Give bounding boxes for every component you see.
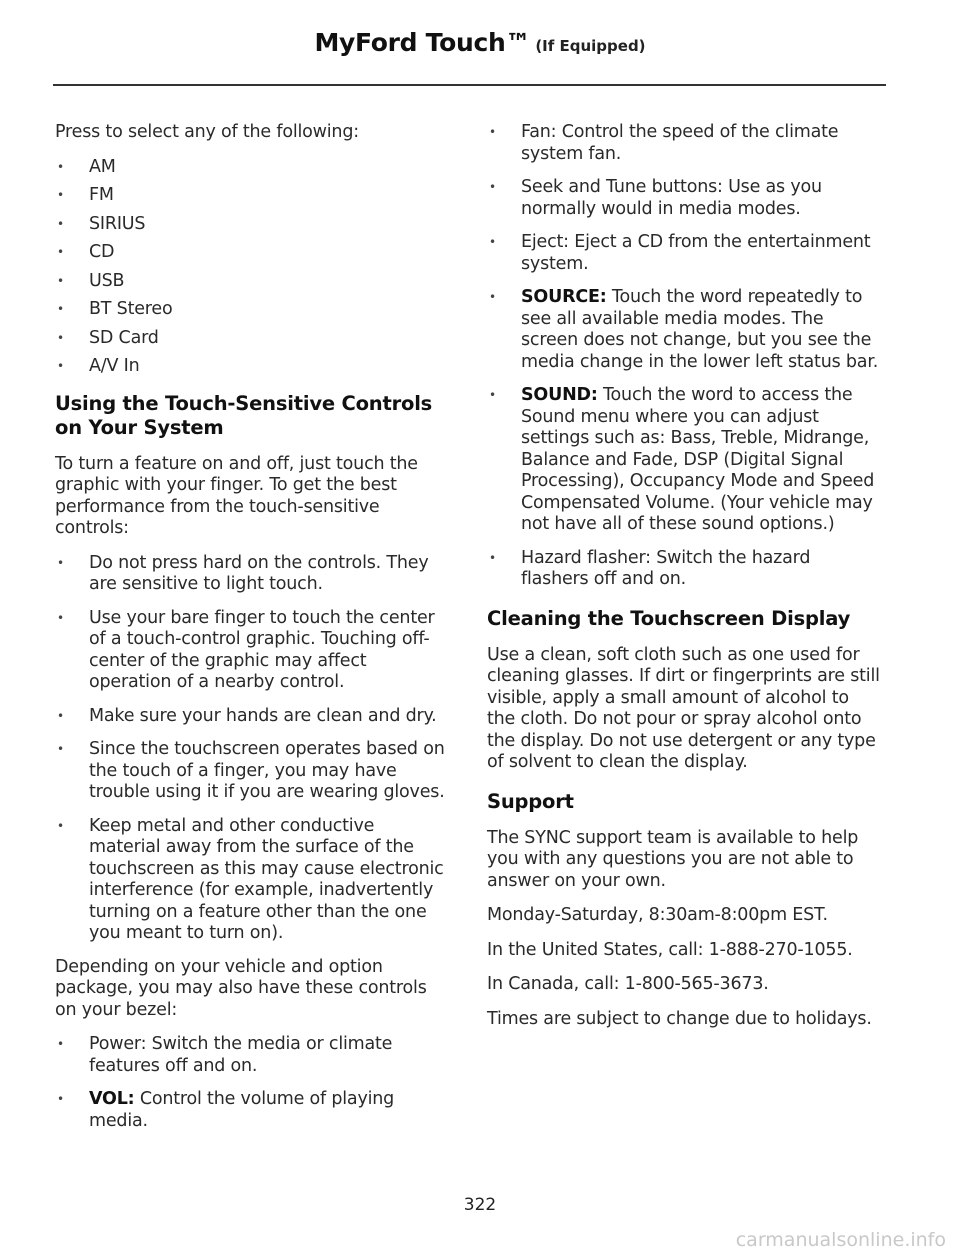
header-rule bbox=[53, 84, 886, 86]
list-item: • FM bbox=[55, 185, 448, 207]
bezel-controls-list bbox=[55, 1034, 448, 1132]
vol-description: Control the volume of playing media. bbox=[89, 1089, 395, 1131]
touch-tips-list bbox=[55, 553, 448, 945]
support-text: The SYNC support team is available to help you with any questions you are not able to answer on your own. bbox=[487, 827, 859, 891]
list-item: • Eject: Eject a CD from the entertainment system. bbox=[487, 232, 880, 275]
page-title: MyFord Touch™ bbox=[314, 28, 531, 57]
sound-description: Touch the word to access the Sound menu where you can adjust settings such as: Bass, Treble, Midrange, Balance and Fade, DSP (Digital Signal Processing), Occupancy Mode and Speed Compensated Volume. (Your vehicle may not have all of these sound options.) bbox=[521, 385, 875, 534]
list-item bbox=[487, 385, 880, 536]
list-item: • Power: Switch the media or climate features off and on. bbox=[55, 1034, 448, 1077]
list-item: • Seek and Tune buttons: Use as you normally would in media modes. bbox=[487, 177, 880, 220]
list-item: • Hazard flasher: Switch the hazard flashers off and on. bbox=[487, 548, 880, 591]
list-item bbox=[55, 1089, 448, 1132]
bezel-controls-list-continued bbox=[487, 122, 880, 591]
list-item: • Make sure your hands are clean and dry. bbox=[55, 706, 448, 728]
support-us-phone: In the United States, call: 1-888-270-1055. bbox=[487, 939, 853, 960]
list-item: • BT Stereo bbox=[55, 299, 448, 321]
section-heading-touch-controls: Using the Touch-Sensitive Controls on Your System bbox=[55, 391, 433, 439]
touch-controls-intro: To turn a feature on and off, just touch the graphic with your finger. To get the best performance from the touch-sensitive controls: bbox=[55, 453, 418, 538]
list-item: • USB bbox=[55, 271, 448, 293]
list-item: • CD bbox=[55, 242, 448, 264]
list-item: • Keep metal and other conductive material away from the surface of the touchscreen as this may cause electronic interference (for example, inadvertently turning on a feature other than the one you meant to turn on). bbox=[55, 816, 448, 945]
list-item bbox=[487, 287, 880, 373]
watermark: carmanualsonline.info bbox=[735, 1229, 946, 1251]
page-subtitle: (If Equipped) bbox=[535, 37, 646, 55]
section-heading-cleaning: Cleaning the Touchscreen Display bbox=[487, 606, 851, 630]
sound-label: SOUND: bbox=[521, 385, 598, 405]
section-heading-support: Support bbox=[487, 789, 574, 813]
list-item: • Use your bare finger to touch the center of a touch-control graphic. Touching off-center of the graphic may affect operation of a nearby control. bbox=[55, 608, 448, 694]
list-item: • AM bbox=[55, 157, 448, 179]
source-list bbox=[55, 157, 448, 378]
list-item: • A/V In bbox=[55, 356, 448, 378]
source-label: SOURCE: bbox=[521, 287, 607, 307]
vol-label: VOL: bbox=[89, 1089, 135, 1109]
support-disclaimer: Times are subject to change due to holidays. bbox=[487, 1008, 872, 1029]
right-column bbox=[487, 122, 880, 1043]
bezel-intro: Depending on your vehicle and option package, you may also have these controls on your bezel: bbox=[55, 956, 427, 1020]
list-item: • Since the touchscreen operates based on the touch of a finger, you may have trouble using it if you are wearing gloves. bbox=[55, 739, 448, 804]
list-item: • Fan: Control the speed of the climate system fan. bbox=[487, 122, 880, 165]
page-header bbox=[0, 28, 960, 57]
cleaning-text: Use a clean, soft cloth such as one used for cleaning glasses. If dirt or fingerprints are still visible, apply a small amount of alcohol to the cloth. Do not pour or spray alcohol onto the display. Do not use detergent or any type of solvent to clean the display. bbox=[487, 644, 880, 772]
list-item: • SD Card bbox=[55, 328, 448, 350]
list-item: • Do not press hard on the controls. They are sensitive to light touch. bbox=[55, 553, 448, 596]
source-description: Touch the word repeatedly to see all available media modes. The screen does not change, but you see the media change in the lower left status bar. bbox=[521, 287, 879, 372]
support-canada-phone: In Canada, call: 1-800-565-3673. bbox=[487, 974, 769, 994]
list-item: • SIRIUS bbox=[55, 214, 448, 236]
support-hours: Monday-Saturday, 8:30am-8:00pm EST. bbox=[487, 905, 828, 925]
sources-intro: Press to select any of the following: bbox=[55, 122, 359, 142]
page-number: 322 bbox=[463, 1195, 497, 1215]
left-column bbox=[55, 122, 448, 1144]
